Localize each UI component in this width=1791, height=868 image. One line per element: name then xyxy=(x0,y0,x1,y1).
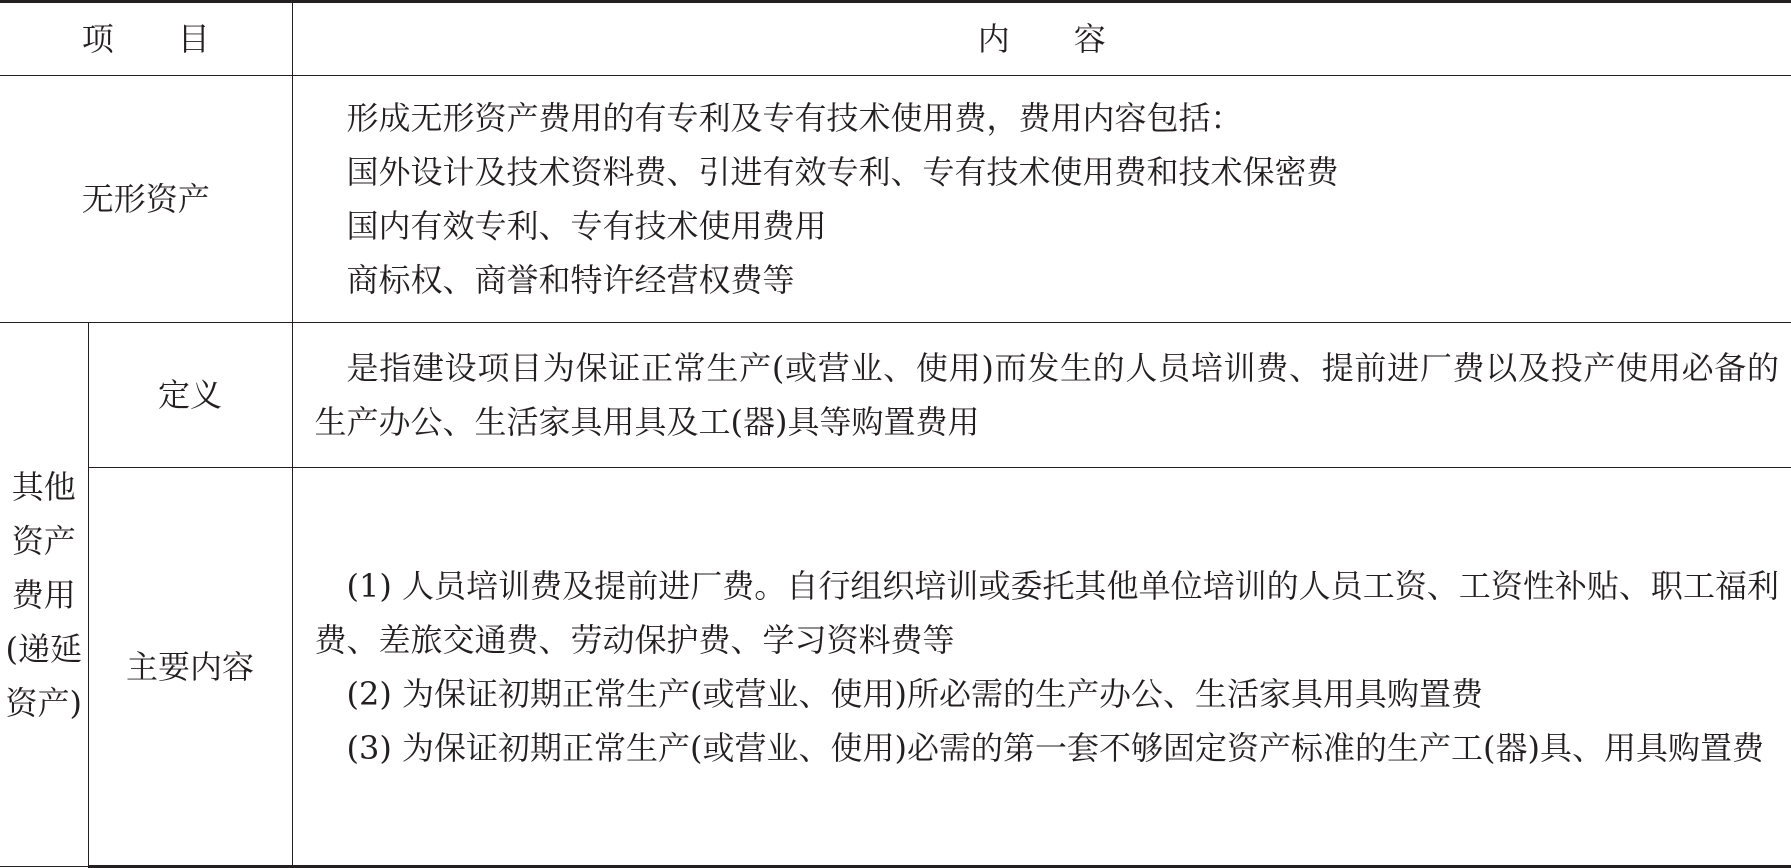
main-content xyxy=(292,468,1791,867)
header-content: 内容 xyxy=(292,2,1791,76)
definition-text: 是指建设项目为保证正常生产(或营业、使用)而发生的人员培训费、提前进厂费以及投产使用必备的生产办公、生活家具用具及工(器)具等购置费用 xyxy=(314,349,1780,441)
intangible-label: 无形资产 xyxy=(0,76,292,323)
other-assets-label: 其他资产费用(递延资产) xyxy=(5,467,82,722)
intangible-content xyxy=(292,76,1791,323)
intangible-line: 国外设计及技术资料费、引进有效专利、专有技术使用费和技术保密费 xyxy=(346,153,1339,191)
main-content-row xyxy=(0,468,1791,867)
definition-label: 定义 xyxy=(88,323,292,468)
other-assets-label-cell xyxy=(0,323,88,867)
header-row xyxy=(0,2,1791,76)
intangible-line: 国内有效专利、专有技术使用费用 xyxy=(346,207,827,245)
main-content-item: (3) 为保证初期正常生产(或营业、使用)必需的第一套不够固定资产标准的生产工(器)具、用具购置费 xyxy=(346,728,1764,767)
definition-content xyxy=(292,323,1791,468)
main-content-label: 主要内容 xyxy=(88,468,292,867)
definition-row xyxy=(0,323,1791,468)
main-content-item: (1) 人员培训费及提前进厂费。自行组织培训或委托其他单位培训的人员工资、工资性补贴、职工福利费、差旅交通费、劳动保护费、学习资料费等 xyxy=(314,566,1780,659)
intangible-row xyxy=(0,76,1791,323)
header-item: 项目 xyxy=(0,2,292,76)
intangible-line: 商标权、商誉和特许经营权费等 xyxy=(346,261,795,299)
main-content-item: (2) 为保证初期正常生产(或营业、使用)所必需的生产办公、生活家具用具购置费 xyxy=(346,674,1483,713)
intangible-line: 形成无形资产费用的有专利及专有技术使用费，费用内容包括： xyxy=(346,99,1243,137)
